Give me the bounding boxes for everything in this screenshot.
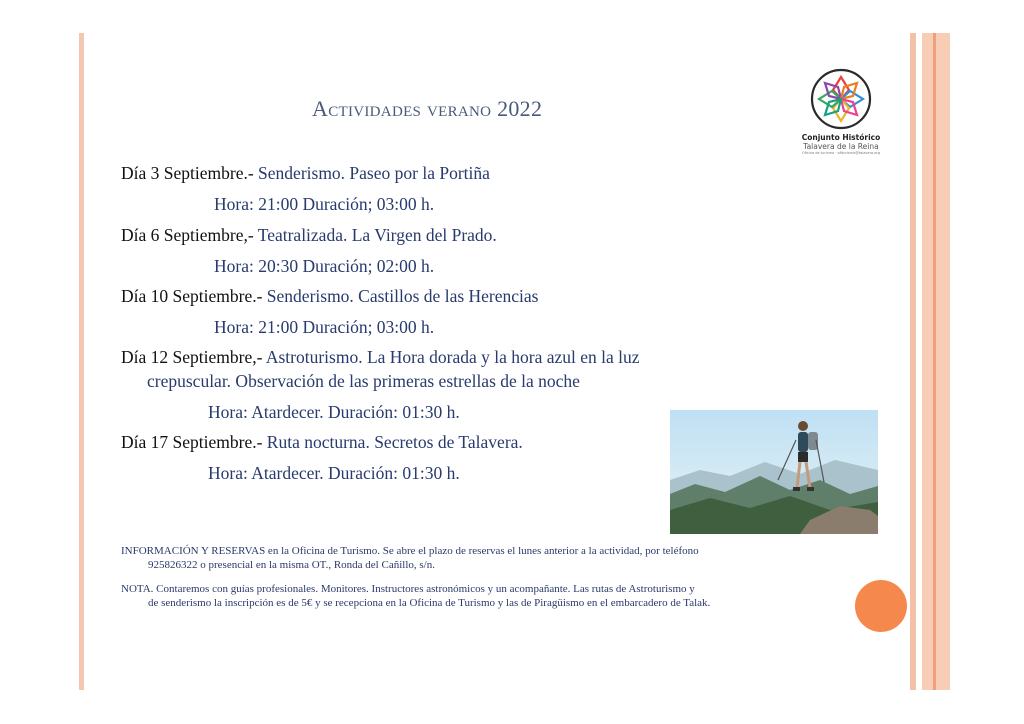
logo-name: Conjunto Histórico — [801, 133, 881, 142]
event-description: Ruta nocturna. Secretos de Talavera. — [266, 432, 523, 452]
event-description: Astroturismo. La Hora dorada y la hora azul en la luz — [265, 347, 640, 367]
decorative-orange-circle — [855, 580, 907, 632]
event-5-time: Hora: Atardecer. Duración: 01:30 h. — [208, 463, 460, 483]
mandala-logo-icon — [810, 68, 872, 130]
page-title: Actividades verano 2022 — [312, 96, 543, 121]
nota — [121, 582, 861, 610]
nota-line-1: NOTA. Contaremos con guías profesionales. Monitores. Instructores astronómicos y un acompañante. Las rutas de Astroturismo y — [121, 583, 695, 595]
event-3-title — [121, 286, 538, 307]
event-description-cont: crepuscular. Observación de las primeras estrellas de la noche — [147, 371, 580, 391]
info-line-2: 925826322 o presencial en la misma OT., Ronda del Cañillo, s/n. — [148, 559, 435, 571]
event-description: Senderismo. Paseo por la Portiña — [258, 163, 490, 183]
hiker-photo — [670, 410, 878, 534]
event-description: Teatralizada. La Virgen del Prado. — [257, 225, 497, 245]
event-2-time: Hora: 20:30 Duración; 02:00 h. — [214, 256, 435, 276]
info-line-1: INFORMACIÓN Y RESERVAS en la Oficina de Turismo. Se abre el plazo de reservas el lunes anterior a la actividad, por teléfono — [121, 545, 699, 557]
event-4-title-cont — [147, 371, 580, 392]
event-4-title — [121, 347, 640, 368]
event-date: Día 12 Septiembre,- — [121, 347, 263, 367]
right-border-line — [933, 33, 936, 690]
event-4-time: Hora: Atardecer. Duración: 01:30 h. — [208, 402, 460, 422]
event-date: Día 3 Septiembre.- — [121, 163, 254, 183]
right-border-band — [922, 33, 950, 690]
event-date: Día 6 Septiembre,- — [121, 225, 254, 245]
right-border-stripe — [910, 33, 916, 690]
nota-line-2: de senderismo la inscripción es de 5€ y se recepciona en la Oficina de Turismo y las de Piragüismo en el embarcadero de Talak. — [148, 597, 711, 609]
event-description: Senderismo. Castillos de las Herencias — [266, 286, 539, 306]
event-1-time: Hora: 21:00 Duración; 03:00 h. — [214, 194, 435, 214]
event-date: Día 17 Septiembre.- — [121, 432, 263, 452]
logo-city: Talavera de la Reina — [803, 142, 879, 151]
event-5-title — [121, 432, 523, 453]
event-2-title — [121, 225, 497, 246]
event-1-title — [121, 163, 490, 184]
left-border-stripe — [79, 33, 84, 690]
info-reservas — [121, 544, 861, 572]
event-3-time: Hora: 21:00 Duración; 03:00 h. — [214, 317, 435, 337]
event-date: Día 10 Septiembre.- — [121, 286, 263, 306]
conjunto-historico-logo — [795, 68, 887, 155]
logo-tagline: Oficina de turismo · ofiturismo@talavera.org — [801, 151, 881, 155]
